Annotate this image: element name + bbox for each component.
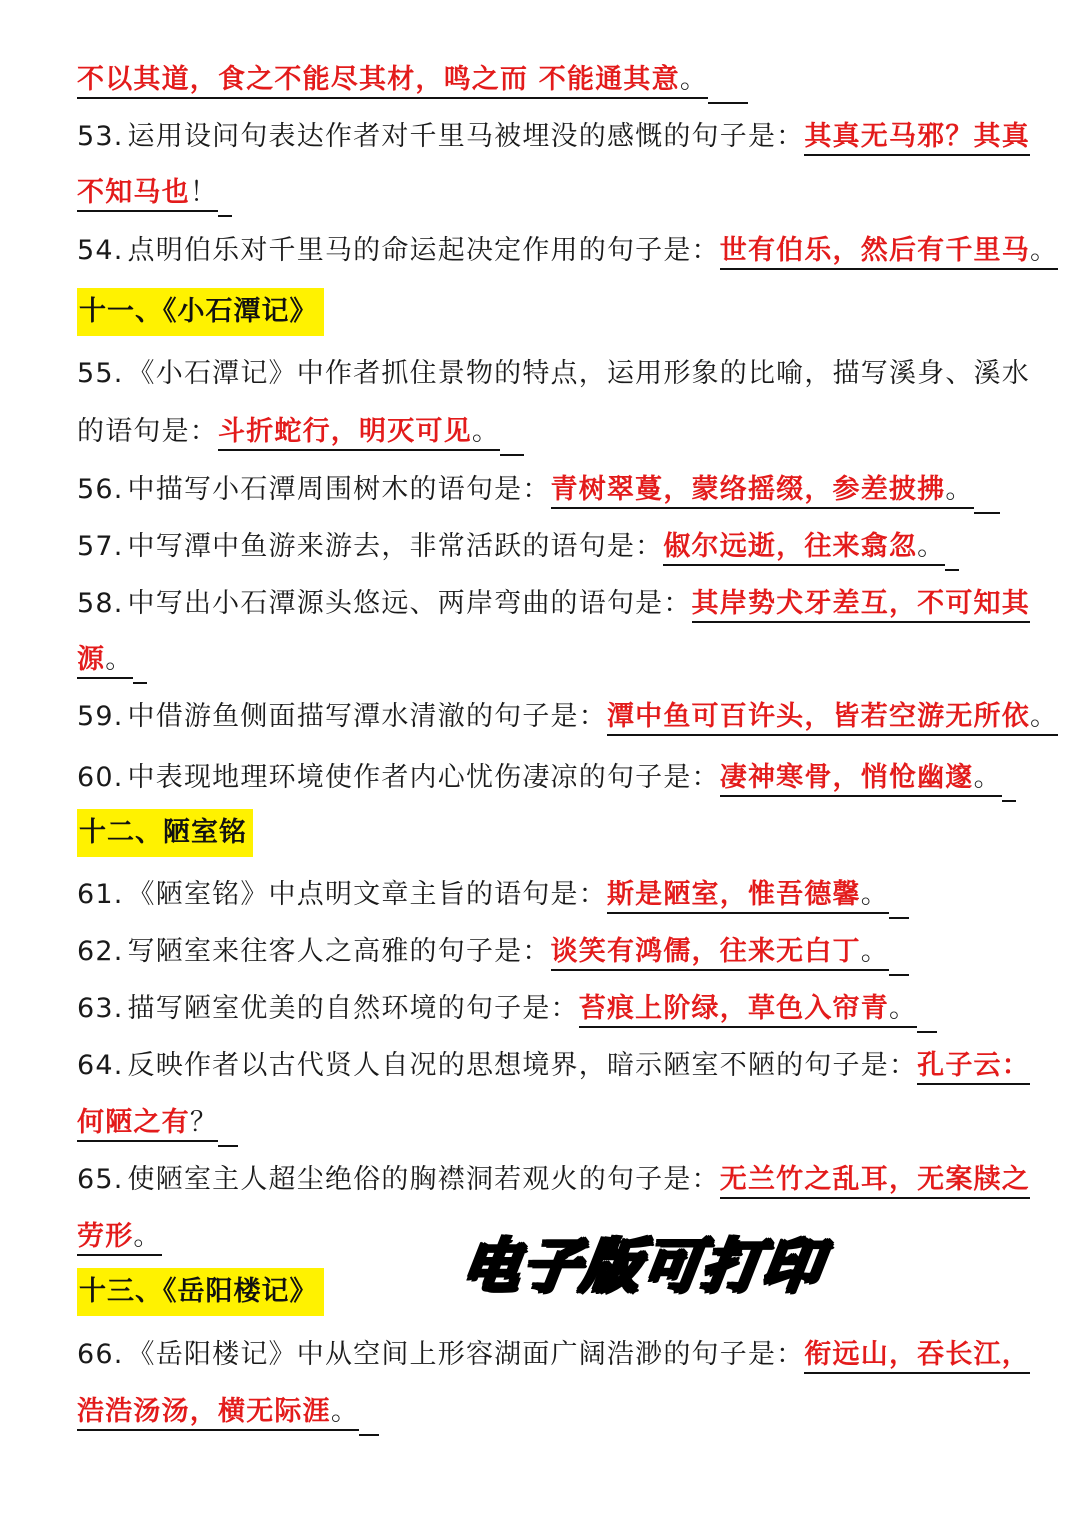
answer-text: 俶尔远逝，往来翕忽	[663, 531, 917, 566]
answer-text: 凄神寒骨，悄怆幽邃	[720, 762, 974, 797]
question-number: 58.	[77, 588, 124, 619]
answer-text: 苔痕上阶绿，草色入帘青	[579, 993, 889, 1028]
question-text: 《陋室铭》中点明文章主旨的语句是：	[127, 879, 607, 910]
question-text: 使陋室主人超尘绝俗的胸襟洞若观火的句子是：	[127, 1164, 720, 1195]
question-text: 写陋室来往客人之高雅的句子是：	[127, 936, 551, 967]
answer-text: 衔远山，吞长江，	[804, 1339, 1030, 1374]
question-text: 中写潭中鱼游来游去，非常活跃的语句是：	[127, 531, 664, 562]
question-text: 的语句是：	[77, 416, 218, 447]
question-60	[77, 758, 1007, 802]
question-number: 59.	[77, 701, 124, 732]
answer-text: 青树翠蔓，蒙络摇缀，参差披拂	[551, 474, 946, 509]
question-57	[77, 527, 1007, 571]
answer-text: 其岸势犬牙差互，不可知其	[692, 588, 1030, 623]
answer-end: 。	[974, 762, 1002, 797]
answer-end: 。	[680, 64, 708, 99]
answer-line	[77, 1103, 1007, 1147]
question-number: 61.	[77, 879, 124, 910]
answer-end: 。	[472, 416, 500, 451]
question-64	[77, 1046, 1030, 1086]
answer-text: 不以其道，食之不能尽其材，鸣之而 不能通其意	[77, 64, 680, 99]
question-61	[77, 875, 1007, 919]
answer-text: 潭中鱼可百许头，皆若空游无所依	[607, 701, 1030, 736]
question-number: 62.	[77, 936, 124, 967]
answer-line	[77, 412, 1007, 456]
answer-end: ？	[190, 1107, 218, 1142]
answer-end: 。	[331, 1396, 359, 1431]
question-text: 中借游鱼侧面描写潭水清澈的句子是：	[127, 701, 607, 732]
question-55	[77, 354, 1030, 394]
answer-text: 浩浩汤汤，横无际涯	[77, 1396, 331, 1431]
question-number: 63.	[77, 993, 124, 1024]
answer-line	[77, 173, 1007, 217]
answer-end: 。	[945, 474, 973, 509]
question-text: 运用设问句表达作者对千里马被埋没的感慨的句子是：	[127, 121, 805, 152]
answer-text: 孔子云：	[917, 1050, 1030, 1085]
question-text: 反映作者以古代贤人自况的思想境界，暗示陋室不陋的句子是：	[127, 1050, 918, 1081]
question-65	[77, 1160, 1030, 1200]
answer-end: 。	[105, 644, 133, 679]
answer-text: 其真无马邪？其真	[804, 121, 1030, 156]
answer-text: 不知马也	[77, 177, 190, 212]
answer-text: 世有伯乐，然后有千里马	[720, 235, 1030, 270]
question-text: 中描写小石潭周围树木的语句是：	[127, 474, 551, 505]
answer-text: 劳形	[77, 1221, 133, 1256]
answer-end: 。	[917, 531, 945, 566]
question-text: 中表现地理环境使作者内心忧伤凄凉的句子是：	[127, 762, 720, 793]
question-53	[77, 117, 1030, 157]
answer-end: 。	[861, 879, 889, 914]
answer-line	[77, 1392, 1007, 1436]
answer-end: 。	[861, 936, 889, 971]
answer-end: 。	[133, 1221, 161, 1256]
question-number: 64.	[77, 1050, 124, 1081]
answer-text: 源	[77, 644, 105, 679]
question-63	[77, 989, 1007, 1033]
question-number: 66.	[77, 1339, 124, 1370]
answer-text: 谈笑有鸿儒，往来无白丁	[551, 936, 861, 971]
section-heading: 十二、陋室铭	[77, 809, 253, 857]
question-text: 点明伯乐对千里马的命运起决定作用的句子是：	[127, 235, 720, 266]
question-text: 中写出小石潭源头悠远、两岸弯曲的语句是：	[127, 588, 692, 619]
question-number: 53.	[77, 121, 124, 152]
answer-text: 斗折蛇行，明灭可见	[218, 416, 472, 451]
question-text: 《小石潭记》中作者抓住景物的特点，运用形象的比喻，描写溪身、溪水	[127, 358, 1030, 389]
question-54	[77, 231, 1059, 271]
answer-end: ！	[190, 177, 218, 212]
question-text: 描写陋室优美的自然环境的句子是：	[127, 993, 579, 1024]
answer-end: 。	[1030, 235, 1058, 270]
question-number: 56.	[77, 474, 124, 505]
question-text: 《岳阳楼记》中从空间上形容湖面广阔浩渺的句子是：	[127, 1339, 805, 1370]
question-58	[77, 584, 1030, 624]
question-number: 65.	[77, 1164, 124, 1195]
question-number: 57.	[77, 531, 124, 562]
question-number: 54.	[77, 235, 124, 266]
answer-end: 。	[889, 993, 917, 1028]
section-heading: 十一、《小石潭记》	[77, 288, 324, 336]
answer-text: 何陋之有	[77, 1107, 190, 1142]
printable-stamp-label: 电子版可打印	[457, 1232, 827, 1300]
question-number: 60.	[77, 762, 124, 793]
question-66	[77, 1335, 1030, 1375]
answer-text: 斯是陋室，惟吾德馨	[607, 879, 861, 914]
question-62	[77, 932, 1007, 976]
question-59	[77, 697, 1059, 737]
question-number: 55.	[77, 358, 124, 389]
section-heading: 十三、《岳阳楼记》	[77, 1268, 324, 1316]
answer-end: 。	[1030, 701, 1058, 736]
answer-line	[77, 60, 1007, 104]
answer-line	[77, 640, 1007, 684]
answer-text: 无兰竹之乱耳，无案牍之	[720, 1164, 1030, 1199]
question-56	[77, 470, 1007, 514]
